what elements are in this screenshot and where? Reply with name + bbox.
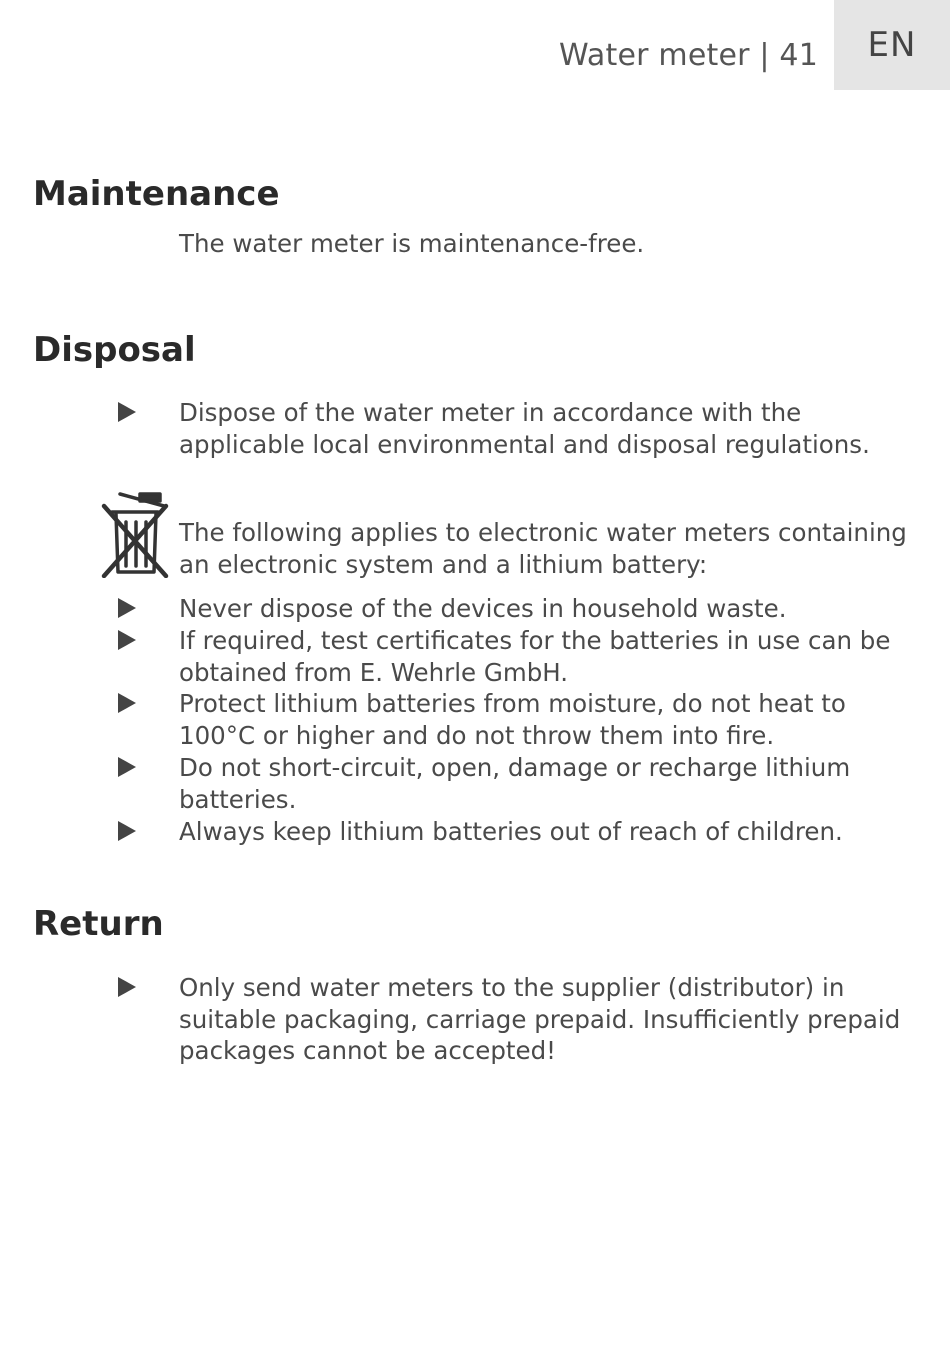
bullet-arrow-icon (118, 598, 136, 618)
battery-note: The following applies to electronic water meters containing an electronic system and a lithium battery: (179, 518, 907, 579)
bullet-arrow-icon (118, 977, 136, 997)
page-header-title: Water meter | 41 (558, 38, 818, 73)
bullet-arrow-icon (118, 402, 136, 422)
list-item: If required, test certificates for the batteries in use can be obtained from E. Wehrle GmbH. (179, 626, 891, 687)
return-instruction: Only send water meters to the supplier (distributor) in suitable packaging, carriage prepaid. Insufficiently prepaid packages cannot be accepted! (179, 973, 901, 1065)
list-item: Never dispose of the devices in household waste. (179, 594, 787, 623)
bullet-arrow-icon (118, 821, 136, 841)
disposal-heading: Disposal (33, 330, 196, 370)
bullet-arrow-icon (118, 630, 136, 650)
language-tab (834, 0, 950, 90)
language-code: EN (867, 25, 917, 65)
maintenance-heading: Maintenance (33, 174, 280, 214)
bullet-arrow-icon (118, 757, 136, 777)
list-item: Protect lithium batteries from moisture, do not heat to 100°C or higher and do not throw them into fire. (179, 689, 846, 750)
return-heading: Return (33, 904, 164, 944)
maintenance-text: The water meter is maintenance-free. (179, 229, 645, 258)
bullet-arrow-icon (118, 693, 136, 713)
list-item: Always keep lithium batteries out of reach of children. (179, 817, 843, 846)
disposal-instruction: Dispose of the water meter in accordance with the applicable local environmental and disposal regulations. (179, 398, 870, 459)
crossed-out-wheelie-bin-icon (100, 492, 170, 578)
list-item: Do not short-circuit, open, damage or recharge lithium batteries. (179, 753, 851, 814)
